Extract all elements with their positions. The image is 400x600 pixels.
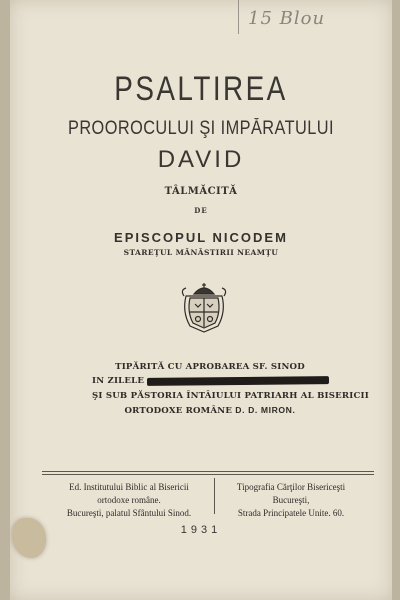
publication-year: 1931 [180, 524, 222, 536]
book-subtitle: PROOROCULUI ŞI IMPĂRATULUI [67, 118, 335, 139]
imprint-publisher [46, 481, 212, 520]
book-title: PSALTIREA [114, 70, 288, 108]
title-page [10, 0, 392, 600]
approval-line-2-text: IN ZILELE [92, 376, 145, 386]
patriarch-name: D. D. MIRON. [235, 405, 296, 415]
handwritten-price-note: 15 Blou [248, 8, 326, 29]
author-role: STAREŢUL MĂNĂSTIRII NEAMŢU [123, 248, 279, 257]
imprint-printer-line: Bucureşti, [272, 495, 310, 505]
imprint-printer [216, 481, 366, 520]
book-name: DAVID [157, 146, 245, 173]
translated-label: TÂLMĂCITĂ [164, 186, 238, 197]
redacted-block [147, 376, 329, 386]
imprint-publisher-line: Bucureşti, palatul Sfântului Sinod. [66, 508, 192, 518]
imprint-rule-top-double [42, 474, 374, 475]
approval-line-1: TIPĂRITĂ CU APROBAREA SF. SINOD [115, 362, 305, 372]
by-label: DE [194, 206, 208, 215]
approval-line-4 [70, 405, 350, 416]
approval-line-4-prefix: ORTODOXE ROMÂNE [124, 406, 233, 416]
imprint-divider [214, 478, 215, 514]
imprint-publisher-line: Ed. Institutului Biblic al Bisericii [69, 482, 189, 492]
author-name: EPISCOPUL NICODEM [114, 230, 288, 245]
imprint-printer-line: Strada Principatele Unite. 60. [237, 508, 345, 518]
coat-of-arms-icon [180, 282, 228, 334]
pencil-mark [238, 0, 239, 34]
imprint-publisher-line: ortodoxe române. [97, 495, 161, 505]
imprint-printer-line: Tipografia Cărţilor Bisericeşti [236, 482, 346, 492]
imprint-rule-top [42, 471, 374, 472]
approval-line-2 [92, 376, 352, 386]
paper-damage [12, 518, 46, 558]
approval-line-3: ŞI SUB PĂSTORIA ÎNTÂIULUI PATRIARH AL BISERICII [92, 391, 369, 401]
